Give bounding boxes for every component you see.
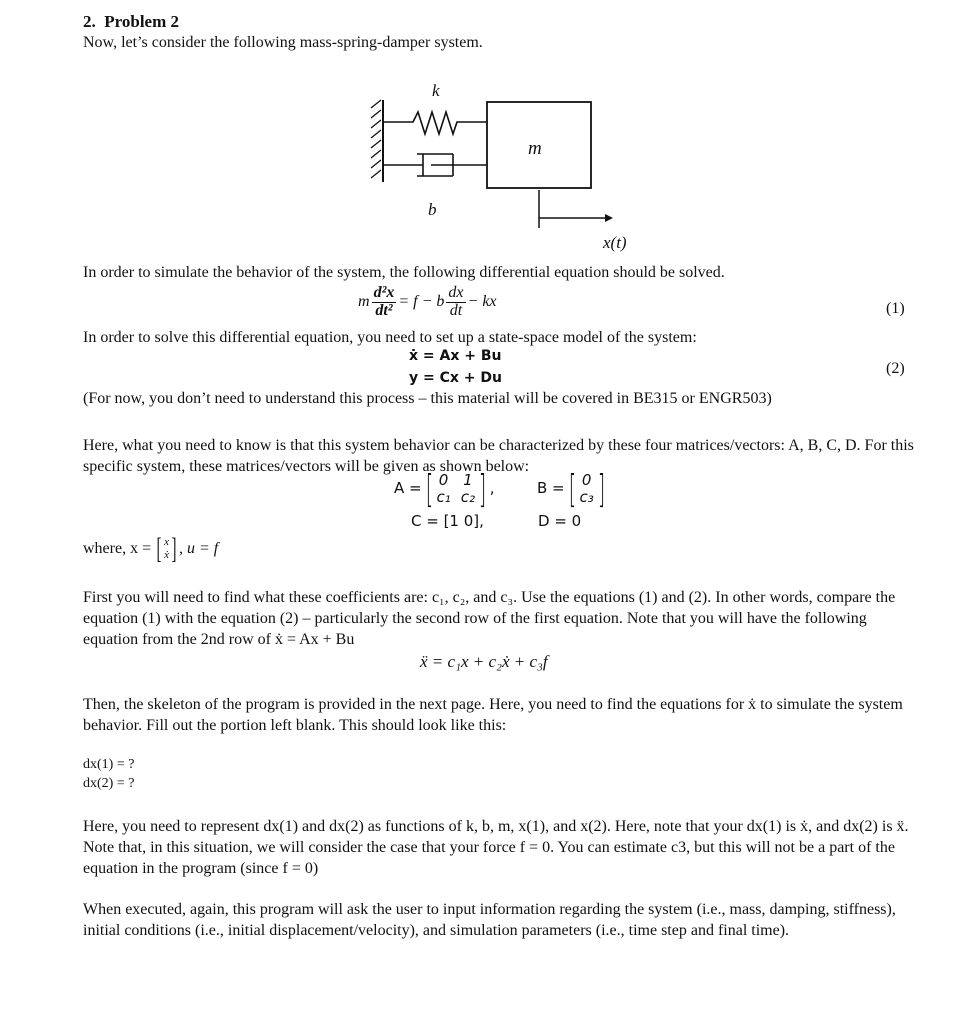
eq1-m: m — [358, 293, 370, 311]
matrix-A-cell: 1 — [463, 470, 473, 489]
eq1-dt2: dt² — [375, 301, 393, 319]
mass-spring-damper-diagram — [365, 78, 655, 258]
x-vector-cell: ẋ — [164, 549, 169, 561]
intro-text: Now, let’s consider the following mass-spring-damper system. — [83, 34, 483, 51]
section-header — [83, 12, 179, 32]
eq1-dx: dx — [448, 284, 464, 301]
eq2-line2: y = Cx + Du — [409, 370, 502, 386]
matrix-C: C = [1 0], — [411, 512, 484, 530]
matrix-B: B = [ 0 c₃ ] — [537, 467, 605, 511]
eq2-lead-text: In order to solve this differential equation, you need to set up a state-space model of the system: — [83, 329, 697, 346]
represent-text: Here, you need to represent dx(1) and dx(2) as functions of k, b, m, x(1), and x(2). Here, note that your dx(1) is ẋ, and dx(2) is ẍ. Note that, in this situation, we will consider the case that your force f = 0. You can estimate c3, but this will not be a part of the equation in the program (since f = 0) — [83, 818, 909, 877]
damper-icon — [383, 154, 487, 176]
x-vector-cell: x — [164, 536, 169, 549]
dx1-line: dx(1) = ? — [83, 757, 135, 772]
eq1-lead-text: In order to simulate the behavior of the system, the following differential equation should be solved. — [83, 264, 725, 281]
executed-text: When executed, again, this program will ask the user to input information regarding the system (i.e., mass, damping, stiffness), initial conditions (i.e., initial displacement/velocity), and simulation parameters (i.e., time step and final time). — [83, 901, 896, 939]
eq2-note: (For now, you don’t need to understand this process – this material will be covered in BE315 or ENGR503) — [83, 390, 772, 407]
matrices-intro: Here, what you need to know is that this system behavior can be characterized by these four matrices/vectors: A, B, C, D. For this specific system, these matrices/vectors will be given as shown below: — [83, 437, 914, 475]
matrix-A-cell: c₁ — [436, 488, 451, 506]
arrow-head-icon — [605, 214, 613, 222]
eq2-number: (2) — [886, 360, 905, 377]
mass-label: m — [528, 138, 542, 159]
eq1-frac-d2x — [372, 285, 397, 320]
section-number: 2. — [83, 12, 96, 31]
matrix-B-cell: c₃ — [579, 488, 594, 506]
spring-icon — [383, 112, 487, 134]
matrix-A: A = [ 0 1 c₁ c₂ ] , — [394, 467, 495, 511]
coefficient-equation: ẍ = c₁x + c₂ẋ + c₃f — [420, 652, 548, 671]
spring-label: k — [432, 81, 440, 100]
damper-label: b — [428, 200, 437, 219]
matrix-A-label: A = — [394, 479, 422, 498]
dx2-line: dx(2) = ? — [83, 776, 135, 791]
where-definition: where, x = [ x ẋ ] , u = f — [83, 532, 219, 565]
where-label: where, x = — [83, 539, 152, 557]
eq2-line1: ẋ = Ax + Bu — [409, 348, 502, 364]
matrix-B-label: B = — [537, 479, 565, 498]
eq1-mid: = f − b — [398, 293, 445, 311]
wall-hatching — [371, 100, 381, 178]
skeleton-text: Then, the skeleton of the program is provided in the next page. Here, you need to find the equations for ẋ to simulate the system behavior. Fill out the portion left blank. This should look like this: — [83, 696, 903, 734]
equation-1 — [358, 285, 497, 320]
section-title: Problem 2 — [104, 12, 180, 31]
eq1-number: (1) — [886, 300, 905, 317]
matrix-A-cell: c₂ — [460, 488, 475, 506]
matrix-D: D = 0 — [538, 512, 582, 530]
matrix-B-cell: 0 — [581, 470, 592, 489]
eq1-d2x: d²x — [373, 284, 395, 301]
u-definition: , u = f — [179, 539, 219, 557]
matrix-A-cell: 0 — [438, 470, 449, 489]
coefficients-text: First you will need to find what these coefficients are: c₁, c₂, and c₃. Use the equations (1) and (2). In other words, compare the equation (1) with the equation (2) – particularly the second row of the first equation. Note that you will have the following equation from the 2nd row of ẋ = Ax + Bu — [83, 589, 896, 648]
eq1-tail: − kx — [467, 293, 497, 311]
displacement-label: x(t) — [603, 233, 627, 252]
eq1-dt: dt — [449, 301, 463, 319]
eq1-frac-dx — [446, 285, 465, 320]
